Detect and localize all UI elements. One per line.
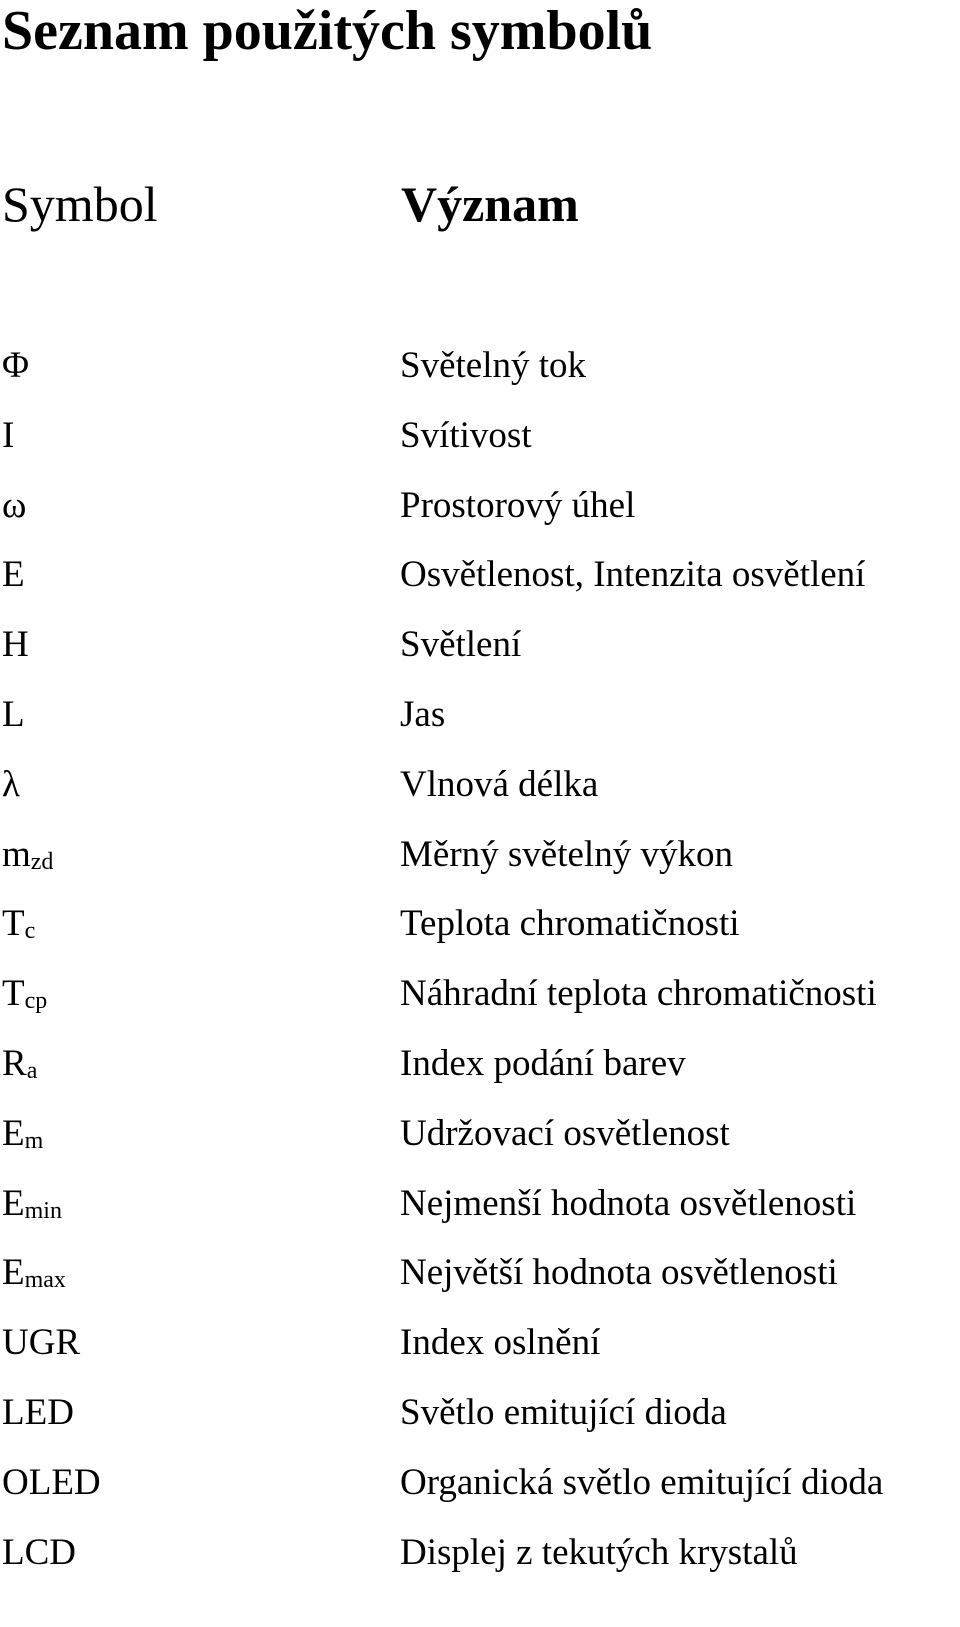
meaning-cell: Svítivost — [400, 414, 532, 456]
symbol-base: LED — [2, 1391, 74, 1433]
meaning-cell: Index podání barev — [400, 1042, 686, 1084]
symbol-row — [0, 1182, 960, 1252]
symbol-row — [0, 763, 960, 833]
symbol-cell — [2, 1391, 74, 1435]
symbol-base: ω — [2, 484, 27, 526]
page-title: Seznam použitých symbolů — [2, 0, 653, 62]
symbol-base: UGR — [2, 1322, 81, 1364]
meaning-cell: Udržovací osvětlenost — [400, 1112, 730, 1154]
symbol-cell — [2, 902, 35, 946]
symbol-base: E — [2, 1112, 25, 1154]
symbol-base: λ — [2, 763, 20, 805]
symbol-row — [0, 623, 960, 693]
symbol-cell — [2, 1531, 76, 1575]
symbol-cell — [2, 693, 25, 737]
symbol-row — [0, 693, 960, 763]
meaning-cell: Vlnová délka — [400, 763, 599, 805]
symbol-cell — [2, 1182, 62, 1226]
symbol-row — [0, 553, 960, 623]
symbol-base: T — [2, 903, 25, 945]
symbol-row — [0, 1461, 960, 1531]
symbol-row — [0, 1112, 960, 1182]
symbol-base: m — [2, 833, 31, 875]
symbol-cell — [2, 623, 29, 667]
symbol-base: I — [2, 414, 15, 456]
symbol-row — [0, 833, 960, 903]
meaning-cell: Světlení — [400, 624, 522, 666]
symbol-subscript: zd — [30, 848, 54, 875]
meaning-cell: Měrný světelný výkon — [400, 833, 733, 875]
symbol-row — [0, 1042, 960, 1112]
symbol-row — [0, 1251, 960, 1321]
symbol-base: R — [2, 1042, 27, 1084]
meaning-cell: Displej z tekutých krystalů — [400, 1531, 798, 1573]
symbol-list — [0, 344, 960, 1600]
symbol-subscript: max — [24, 1267, 66, 1294]
symbol-row — [0, 972, 960, 1042]
symbol-subscript: a — [26, 1057, 38, 1084]
symbol-row — [0, 344, 960, 414]
symbol-cell — [2, 484, 26, 528]
symbol-cell — [2, 344, 29, 388]
symbol-cell — [2, 553, 25, 597]
symbol-base: H — [2, 624, 29, 666]
symbol-cell — [2, 1321, 80, 1365]
symbol-row — [0, 1531, 960, 1601]
symbol-base: LCD — [2, 1531, 76, 1573]
symbol-base: E — [2, 554, 25, 596]
meaning-cell: Jas — [400, 693, 446, 735]
symbol-row — [0, 484, 960, 554]
meaning-cell: Světelný tok — [400, 345, 587, 386]
symbol-cell — [2, 414, 14, 458]
meaning-cell: Světlo emitující dioda — [400, 1391, 727, 1433]
symbol-base: Φ — [2, 345, 30, 386]
symbol-subscript: min — [24, 1197, 62, 1224]
symbol-subscript: m — [24, 1127, 44, 1154]
symbol-cell — [2, 833, 53, 877]
symbol-cell — [2, 1042, 37, 1086]
symbol-cell — [2, 1461, 101, 1505]
symbol-row — [0, 1391, 960, 1461]
symbol-base: E — [2, 1252, 25, 1294]
meaning-cell: Teplota chromatičnosti — [400, 903, 740, 945]
meaning-cell: Index oslnění — [400, 1322, 601, 1364]
meaning-cell: Prostorový úhel — [400, 484, 636, 526]
symbol-base: OLED — [2, 1461, 101, 1503]
meaning-cell: Náhradní teplota chromatičnosti — [400, 973, 877, 1015]
symbol-subscript: c — [24, 918, 36, 945]
meaning-cell: Osvětlenost, Intenzita osvětlení — [400, 554, 866, 596]
symbol-base: E — [2, 1182, 25, 1224]
symbol-base: T — [2, 973, 25, 1015]
symbol-column-header: Symbol — [2, 176, 158, 232]
meaning-cell: Největší hodnota osvětlenosti — [400, 1252, 838, 1294]
meaning-cell: Nejmenší hodnota osvětlenosti — [400, 1182, 857, 1224]
symbol-row — [0, 414, 960, 484]
meaning-cell: Organická světlo emitující dioda — [400, 1461, 884, 1503]
symbol-base: L — [2, 693, 25, 735]
meaning-column-header: Význam — [401, 176, 579, 232]
symbol-cell — [2, 1251, 66, 1295]
symbol-row — [0, 1321, 960, 1391]
symbol-cell — [2, 763, 20, 807]
symbol-row — [0, 902, 960, 972]
symbol-subscript: cp — [24, 988, 48, 1015]
symbol-cell — [2, 972, 47, 1016]
symbol-cell — [2, 1112, 43, 1156]
